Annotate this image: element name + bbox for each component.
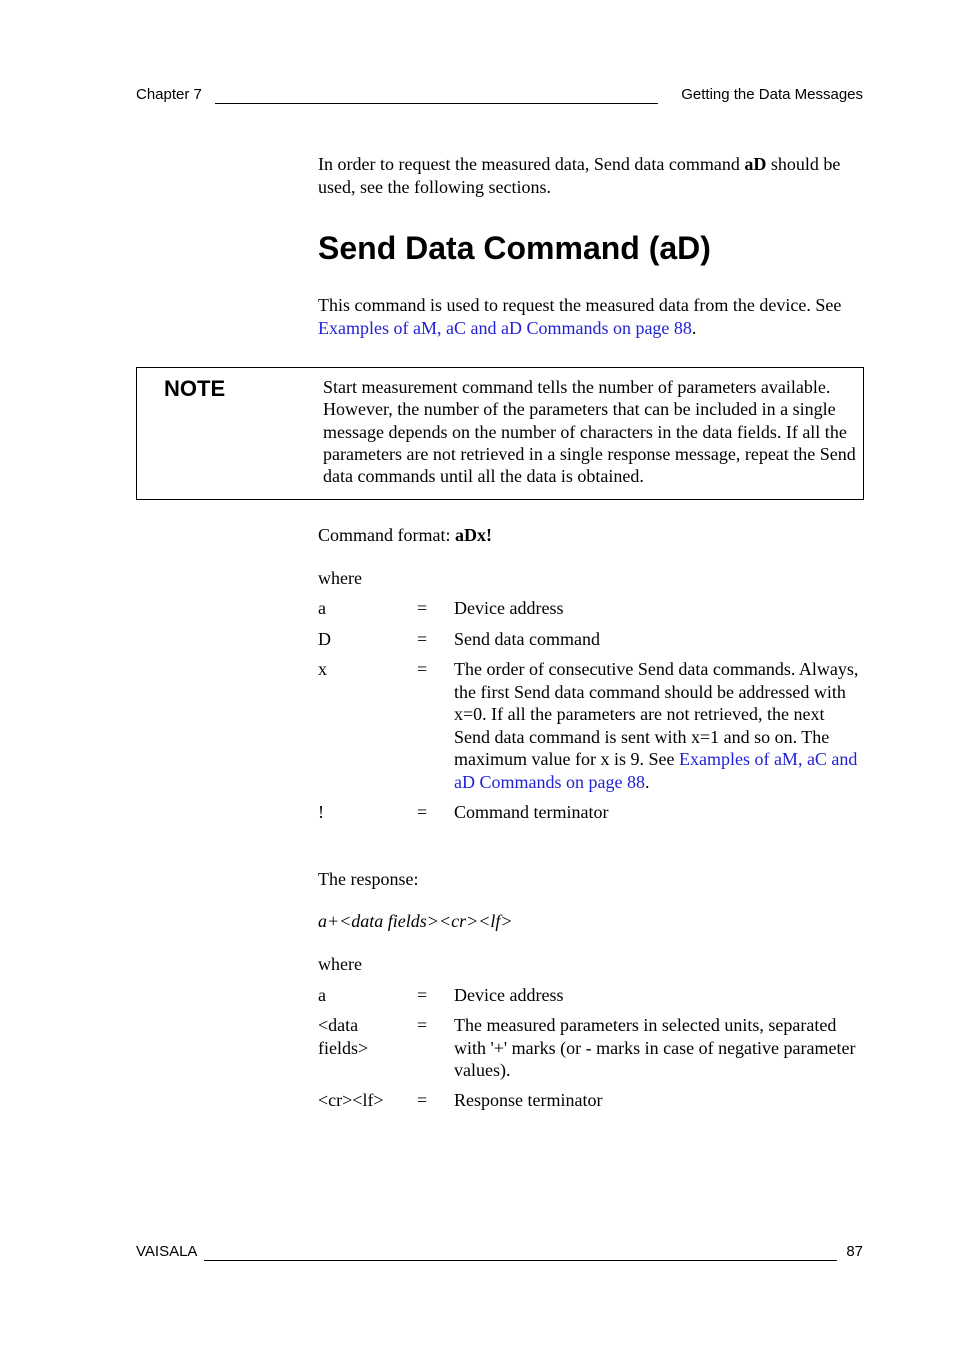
response-format: a+<data fields><cr><lf> [318,911,513,931]
page-header [136,86,863,106]
examples-link-2[interactable]: Examples of aM, aC and aD Commands on page 88 [454,749,858,792]
response-label: The response: [318,869,419,889]
page-number: 87 [846,1243,863,1260]
command-format-value: aDx! [454,525,492,545]
note-text: Start measurement command tells the number of parameters available. However, the number of the parameters that can be included in a single message depends on the number of characters in the data fields. If all the parameters are not retrieved in a single response message, repeat the Send data commands until all the data is obtained. [323,377,856,487]
note-box [136,367,864,500]
footer-rule [204,1260,837,1261]
header-chapter: Chapter 7 [136,86,202,103]
examples-link[interactable]: Examples of aM, aC and aD Commands on page 88 [318,317,692,338]
header-rule [215,103,658,104]
header-section-title: Getting the Data Messages [681,86,863,103]
where-label-1: where [318,568,362,588]
where-label-2: where [318,954,362,974]
note-label: NOTE [164,376,226,401]
section-heading: Send Data Command (aD) [318,230,711,266]
footer-brand: VAISALA [136,1243,198,1260]
description-paragraph: This command is used to request the measured data from the device. See Examples of aM, aC and aD Commands on page 88. [318,295,842,338]
command-format: Command format: aDx! [318,525,492,545]
page-footer [136,1243,863,1263]
intro-paragraph: In order to request the measured data, Send data command aD should be used, see the following sections. [318,154,841,197]
intro-command: aD [744,154,767,174]
